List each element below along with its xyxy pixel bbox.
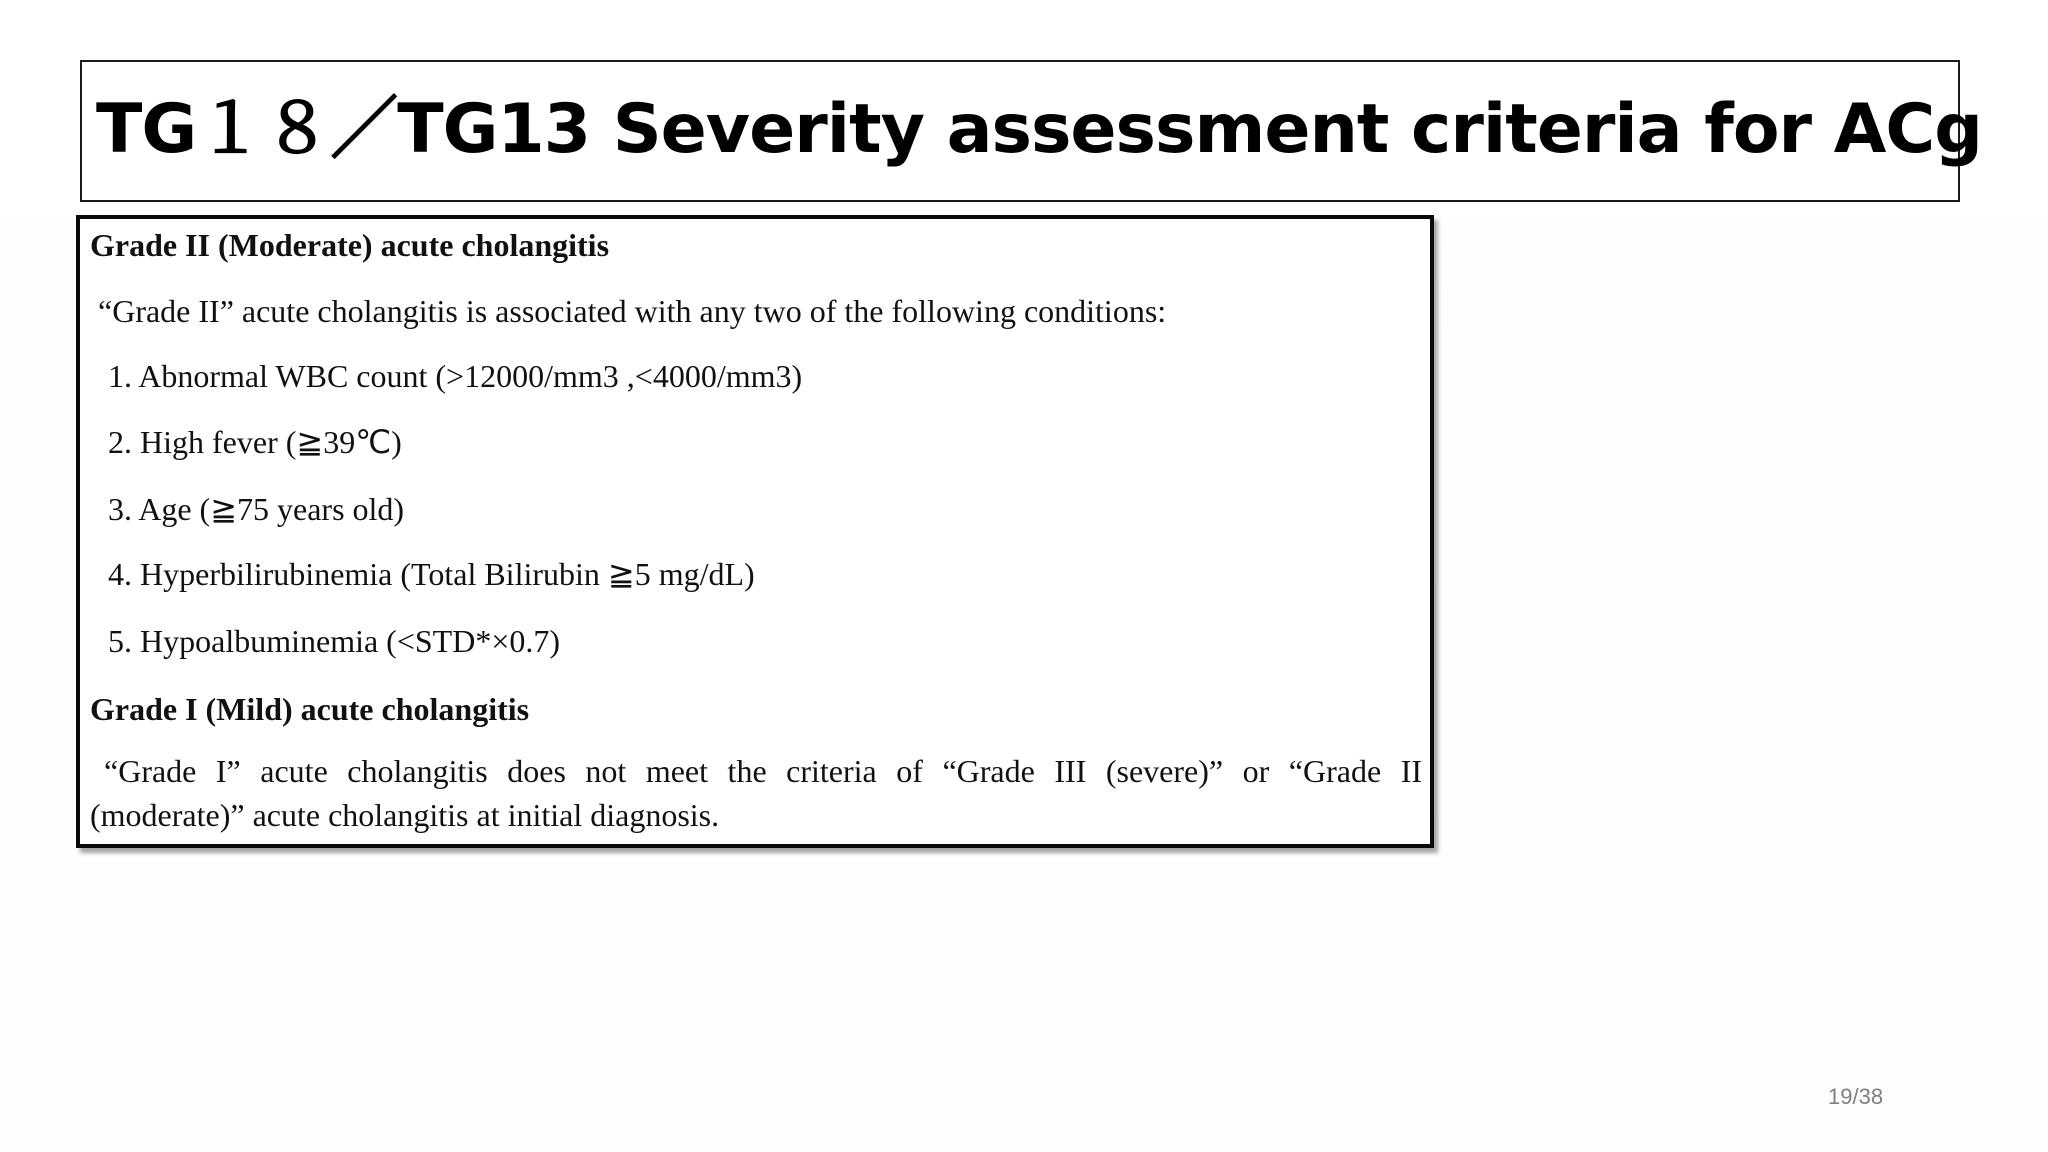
grade1-text-line1: “Grade I” acute cholangitis does not meet the criteria of “Grade III (severe)” or “Grade II [104, 753, 1422, 789]
grade2-heading: Grade II (Moderate) acute cholangitis [90, 227, 610, 263]
grade2-intro: “Grade II” acute cholangitis is associated with any two of the following conditions: [98, 293, 1167, 329]
condition-item: 5. Hypoalbuminemia (<STD*×0.7) [108, 623, 561, 659]
condition-item: 1. Abnormal WBC count (>12000/mm3 ,<4000/mm3) [108, 358, 803, 394]
grade1-text-line2: (moderate)” acute cholangitis at initial diagnosis. [90, 797, 720, 833]
grade1-heading: Grade I (Mild) acute cholangitis [90, 691, 530, 727]
page-number: 19/38 [1828, 1084, 1884, 1109]
criteria-box [76, 215, 1434, 848]
slide-title: TG１８／TG13 Severity assessment criteria for ACg [96, 90, 1982, 169]
grade1-description [90, 749, 1422, 837]
condition-item: 3. Age (≧75 years old) [108, 491, 405, 527]
title-box [80, 60, 1982, 202]
condition-item: 4. Hyperbilirubinemia (Total Bilirubin ≧5 mg/dL) [108, 556, 755, 592]
condition-item: 2. High fever (≧39℃) [108, 424, 402, 460]
